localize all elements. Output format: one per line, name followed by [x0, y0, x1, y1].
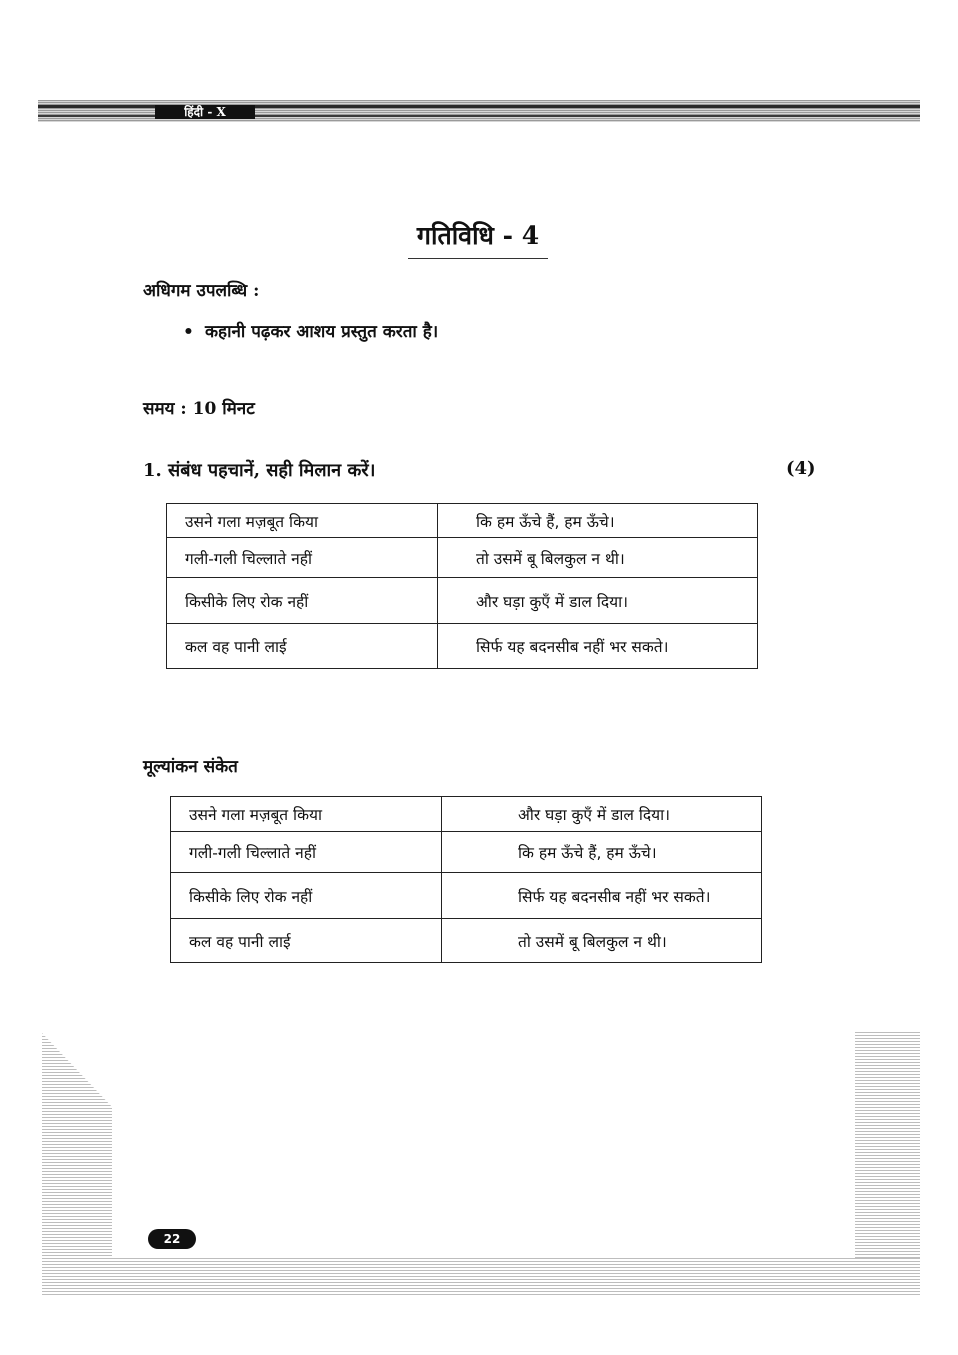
table-row	[167, 504, 758, 538]
question-text: 1. संबंध पहचानें, सही मिलान करें।	[143, 460, 376, 481]
table-cell: सिर्फ यह बदनसीब नहीं भर सकते।	[438, 624, 758, 669]
table-row	[167, 624, 758, 669]
bullet-icon: •	[183, 322, 194, 342]
table-cell: कि हम ऊँचे हैं, हम ऊँचे।	[438, 504, 758, 538]
table-row	[167, 578, 758, 624]
learning-outcome-heading: अधिगम उपलब्धि :	[143, 281, 260, 301]
table-cell: गली-गली चिल्लाते नहीं	[171, 832, 442, 873]
table-row	[171, 832, 762, 873]
page-number: 22	[148, 1229, 196, 1249]
table-cell: कल वह पानी लाई	[171, 919, 442, 963]
question-marks: (4)	[786, 458, 816, 479]
table-cell: कि हम ऊँचे हैं, हम ऊँचे।	[442, 832, 762, 873]
table-cell: किसीके लिए रोक नहीं	[167, 578, 438, 624]
evaluation-heading: मूल्यांकन संकेत	[143, 757, 238, 777]
table-cell: सिर्फ यह बदनसीब नहीं भर सकते।	[442, 873, 762, 919]
table-cell: उसने गला मज़बूत किया	[167, 504, 438, 538]
footer-card	[112, 1000, 855, 1258]
learning-outcome-text: कहानी पढ़कर आशय प्रस्तुत करता है।	[205, 322, 439, 342]
table-row	[167, 538, 758, 578]
learning-outcome-item	[183, 319, 438, 342]
table-cell: तो उसमें बू बिलकुल न थी।	[442, 919, 762, 963]
table-cell: गली-गली चिल्लाते नहीं	[167, 538, 438, 578]
footer-stripes	[42, 1258, 920, 1297]
subject-label: हिंदी - X	[155, 105, 255, 119]
table-cell: किसीके लिए रोक नहीं	[171, 873, 442, 919]
table-row	[171, 797, 762, 832]
table-cell: और घड़ा कुएँ में डाल दिया।	[442, 797, 762, 832]
time-label: समय : 10 मिनट	[143, 399, 255, 419]
answer-table	[170, 796, 762, 963]
table-row	[171, 873, 762, 919]
table-cell: और घड़ा कुएँ में डाल दिया।	[438, 578, 758, 624]
table-cell: तो उसमें बू बिलकुल न थी।	[438, 538, 758, 578]
page-title: गतिविधि - 4	[408, 218, 548, 259]
table-row	[171, 919, 762, 963]
match-table	[166, 503, 758, 669]
table-cell: कल वह पानी लाई	[167, 624, 438, 669]
table-cell: उसने गला मज़बूत किया	[171, 797, 442, 832]
